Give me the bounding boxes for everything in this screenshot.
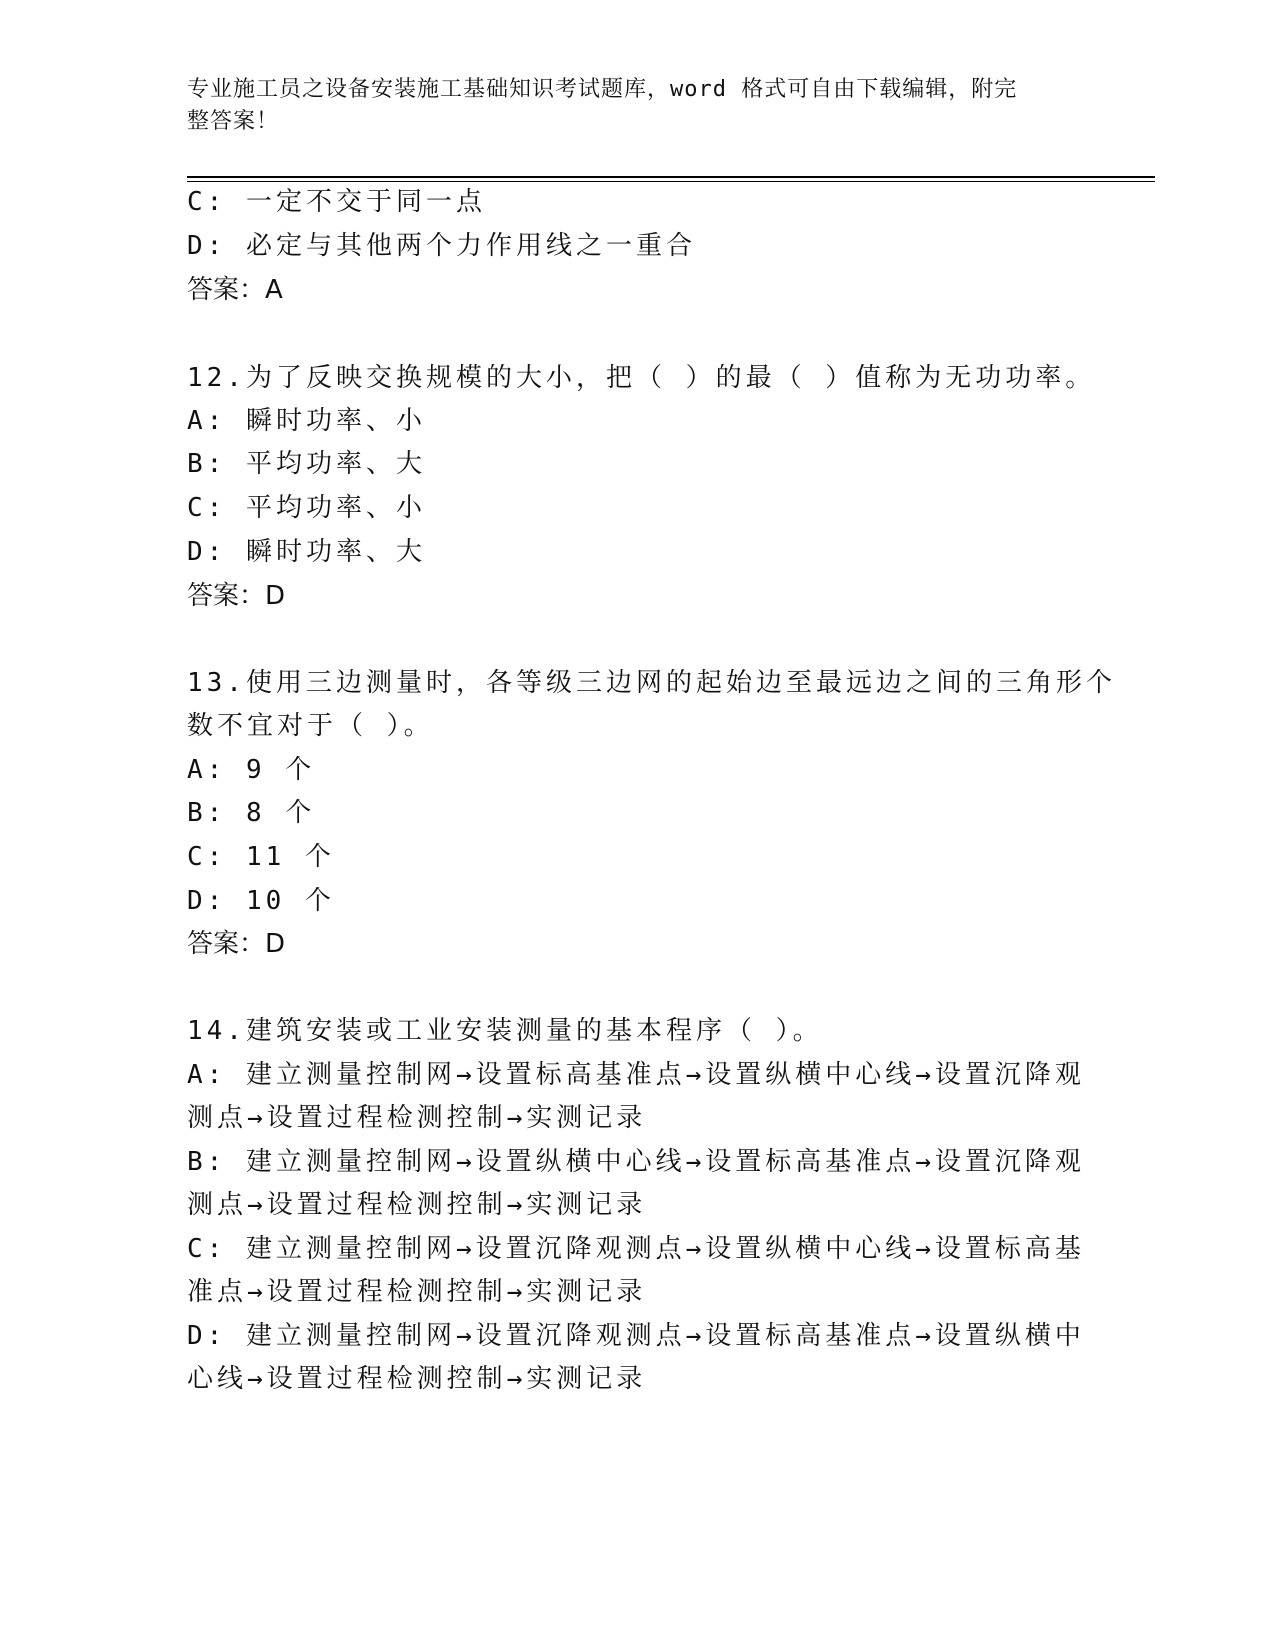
q14-stem: 14.建筑安装或工业安装测量的基本程序（ ）。 bbox=[187, 1016, 823, 1046]
q14-option-a-line-2: 测点→设置过程检测控制→实测记录 bbox=[187, 1103, 647, 1133]
header-line-1: 专业施工员之设备安装施工基础知识考试题库，word 格式可自由下载编辑，附完 bbox=[187, 77, 1018, 102]
q14-option-a-line-1: A: 建立测量控制网→设置标高基准点→设置纵横中心线→设置沉降观 bbox=[187, 1060, 1085, 1090]
q14-option-c-line-1: C: 建立测量控制网→设置沉降观测点→设置纵横中心线→设置标高基 bbox=[187, 1234, 1085, 1264]
header-line-2: 整答案！ bbox=[187, 109, 280, 134]
q13-stem-line-1: 13.使用三边测量时，各等级三边网的起始边至最远边之间的三角形个 bbox=[187, 668, 1116, 698]
q12-answer: 答案：D bbox=[187, 581, 286, 611]
q11-option-c: C: 一定不交于同一点 bbox=[187, 187, 486, 217]
q14-option-d-line-1: D: 建立测量控制网→设置沉降观测点→设置标高基准点→设置纵横中 bbox=[187, 1321, 1085, 1351]
q13-option-d: D: 10 个 bbox=[187, 886, 335, 916]
q13-option-b: B: 8 个 bbox=[187, 798, 316, 828]
q14-option-d-line-2: 心线→设置过程检测控制→实测记录 bbox=[187, 1364, 647, 1394]
q14-option-c-line-2: 准点→设置过程检测控制→实测记录 bbox=[187, 1277, 647, 1307]
q13-option-a: A: 9 个 bbox=[187, 755, 316, 785]
document-header bbox=[187, 74, 1067, 138]
q11-option-d: D: 必定与其他两个力作用线之一重合 bbox=[187, 231, 696, 261]
q13-stem-line-2: 数不宜对于（ ）。 bbox=[187, 711, 434, 741]
q12-option-d: D: 瞬时功率、大 bbox=[187, 537, 426, 567]
q13-answer: 答案：D bbox=[187, 929, 286, 959]
q12-stem: 12.为了反映交换规模的大小，把（ ）的最（ ）值称为无功功率。 bbox=[187, 363, 1096, 393]
header-divider-thin bbox=[187, 181, 1155, 182]
q12-option-c: C: 平均功率、小 bbox=[187, 493, 426, 523]
q14-option-b-line-2: 测点→设置过程检测控制→实测记录 bbox=[187, 1190, 647, 1220]
q12-option-a: A: 瞬时功率、小 bbox=[187, 406, 426, 436]
q13-option-c: C: 11 个 bbox=[187, 842, 335, 872]
q14-option-b-line-1: B: 建立测量控制网→设置纵横中心线→设置标高基准点→设置沉降观 bbox=[187, 1147, 1085, 1177]
q11-answer: 答案：A bbox=[187, 275, 283, 305]
q12-option-b: B: 平均功率、大 bbox=[187, 449, 426, 479]
header-divider-thick bbox=[187, 176, 1155, 178]
